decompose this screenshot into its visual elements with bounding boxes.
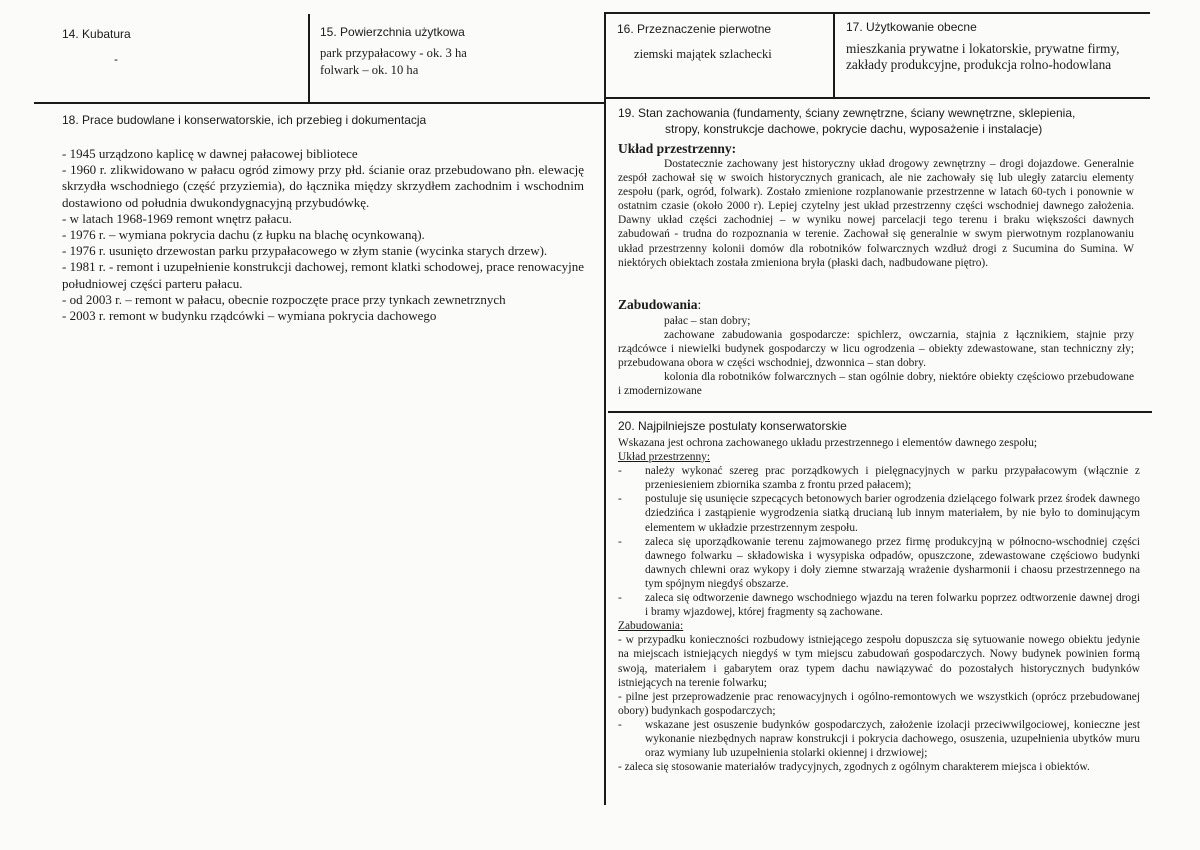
box20-intro: Wskazana jest ochrona zachowanego układu przestrzennego i elementów dawnego zespołu; xyxy=(618,437,1038,449)
box17-title: 17. Użytkowanie obecne xyxy=(846,20,977,34)
box20-buildings-item: - w przypadku konieczności rozbudowy istniejącego zespołu dopuszcza się sytuowanie nowego obiektu jedynie na miejscach istniejących niegdyś w tym miejscu zabudowań gospodarczych. Nowy budynek powinien formą swoją, materiałem i gabarytem oraz typem dachu nawiązywać do pozostałych historycznych budynków istniejących na terenie folwarku; xyxy=(618,634,1140,689)
box16-value: ziemski majątek szlachecki xyxy=(634,47,772,61)
box20-layout-item: - postuluje się usunięcie szpecących betonowych barier ogrodzenia dzielącego folwark przez środek dawnego dziedzińca i zastąpienie wygrodzenia siatką drucianą lub innym materiałem, by nie było to dominującym elementem w układzie przestrzennym zespołu. xyxy=(618,493,1140,534)
box19-title-line1: 19. Stan zachowania (fundamenty, ściany zewnętrzne, ściany wewnętrzne, sklepienia, xyxy=(618,106,1076,120)
box20-layout-item: - zaleca się uporządkowanie terenu zajmowanego przez firmę produkcyjną w północno-wschodniej części dawnego folwarku – składowiska i wysypiska odpadów, opuszczone, zdewastowane częściowo budynki dawnych chlewni oraz wykopy i doły ziemne stwarzają wrażenie dysharmonii i chaosu przestrzennego na tym spójnym niegdyś obszarze. xyxy=(618,535,1140,590)
box18-item: - 1960 r. zlikwidowano w pałacu ogród zimowy przy płd. ścianie oraz przebudowano płn. elewację skrzydła wschodniego (część przyziemia), do łącznika między skrzydłem zachodnim i wschodnim dostawiono od południa dwukondygnacyjną przybudówkę. xyxy=(62,162,584,210)
box20-layout-item: - należy wykonać szereg prac porządkowych i pielęgnacyjnych w parku przypałacowym (włącznie z przeniesieniem zbiornika szamba z frontu przed pałacem); xyxy=(618,465,1140,492)
box18-item: - w latach 1968-1969 remont wnętrz pałacu. xyxy=(62,210,292,226)
box19-farm: zachowane zabudowania gospodarcze: spichlerz, owczarnia, stajnia z łącznikiem, stajnie przy rządcówce i niewielki budynek gospodarczy w licu ogrodzenia – obiekty zdewastowane, stan techniczny zły; przebudowana obora w części wschodniej, dzwonnica – stan dobry. xyxy=(618,329,1134,370)
box15-line-folwark: folwark – ok. 10 ha xyxy=(320,63,419,77)
divider-19-20 xyxy=(608,411,1152,413)
box18-item: - 2003 r. remont w budynku rządcówki – wymiana pokrycia dachowego xyxy=(62,308,437,324)
box18-list xyxy=(62,146,584,324)
row-divider-right xyxy=(604,97,1150,99)
box20-buildings-item: - zaleca się stosowanie materiałów tradycyjnych, zgodnych z ogólnym charakterem miejsca i obiektów. xyxy=(618,761,1090,774)
box20-body xyxy=(618,436,1140,774)
row-divider-left xyxy=(34,102,604,104)
box19-colony: kolonia dla robotników folwarcznych – stan ogólnie dobry, niektóre obiekty częściowo przebudowane i zmodernizowane xyxy=(618,371,1134,398)
vertical-divider-main xyxy=(604,12,606,805)
box19-title-line2: stropy, konstrukcje dachowe, pokrycie dachu, wyposażenie i instalacje) xyxy=(665,122,1043,136)
box19-buildings-heading: Zabudowania: xyxy=(618,297,702,312)
vertical-divider-14-15 xyxy=(308,14,310,102)
box14-title: 14. Kubatura xyxy=(62,27,131,41)
box20-buildings-item: - pilne jest przeprowadzenie prac renowacyjnych i ogólno-remontowych we wszystkich (oprócz przebudowanej obory) budynkach gospodarczych; xyxy=(618,690,1140,717)
box20-layout-item: - zaleca się odtworzenie dawnego wschodniego wjazdu na teren folwarku poprzez odtworzenie dawnej drogi i bramy wjazdowej, której fragmenty są zachowane. xyxy=(618,592,1140,619)
box20-buildings-heading: Zabudowania: xyxy=(618,620,684,633)
box20-layout-heading: Układ przestrzenny: xyxy=(618,451,711,464)
box14-value: - xyxy=(114,52,118,66)
vertical-divider-16-17 xyxy=(833,12,835,97)
box18-item: - 1976 r. – wymiana pokrycia dachu (z łupku na blachę ocynkowaną). xyxy=(62,227,425,243)
box18-item: - 1976 r. usunięto drzewostan parku przypałacowego w złym stanie (wycinka starych drzew). xyxy=(62,243,548,259)
box18-item: - 1981 r. - remont i uzupełnienie konstrukcji dachowej, remont klatki schodowej, prace renowacyjne południowej części parteru pałacu. xyxy=(62,259,584,291)
box18-item: - 1945 urządzono kaplicę w dawnej pałacowej bibliotece xyxy=(62,146,358,161)
box19-buildings-text xyxy=(618,314,1134,399)
box19-layout-heading: Układ przestrzenny: xyxy=(618,141,737,156)
top-rule xyxy=(604,12,1150,14)
box20-buildings-item: - wskazane jest osuszenie budynków gospodarczych, założenie izolacji przeciwwilgociowej, konieczne jest wykonanie niezbędnych napraw konstrukcji i pokrycia dachowego, osuszenia, uzupełnienia ubytków muru oraz wymiany lub uzupełnienia stolarki okiennej i drzwiowej; xyxy=(618,718,1140,760)
box15-line-park: park przypałacowy - ok. 3 ha xyxy=(320,46,467,60)
box19-palace: pałac – stan dobry; xyxy=(664,315,751,327)
box16-title: 16. Przeznaczenie pierwotne xyxy=(617,22,772,36)
box20-title: 20. Najpilniejsze postulaty konserwatorskie xyxy=(618,419,847,433)
box17-value: mieszkania prywatne i lokatorskie, prywatne firmy, zakłady produkcyjne, produkcja rolno-hodowlana xyxy=(846,41,1120,72)
box19-layout-text: Dostatecznie zachowany jest historyczny układ drogowy zewnętrzny – drogi dojazdowe. Generalnie zespół zachował się w swoich historycznych granicach, ale nie zachowały się lub uległy zatarciu elementy zespołu (park, ogród, folwark). Zostało zmienione rozplanowanie przestrzenne w latach 60-tych i ponownie w ostatnim czasie (około 2000 r). Lepiej czytelny jest układ przestrzenny części wschodniej dawnego założenia. Dawny układ części zachodniej – w wyniku nowej parcelacji tego terenu i braku większości dawnych zabudowań - trudna do rozpoznania w terenie. Zachował się generalnie w swym pierwotnym rozplanowaniu układ przestrzenny kolonii domów dla robotników folwarcznych wzdłuż drogi z Sucumina do Sumina. W niektórych obiektach została zmieniona bryła (płaski dach, nadbudowane piętro). xyxy=(618,158,1134,269)
box18-item: - od 2003 r. – remont w pałacu, obecnie rozpoczęte prace przy tynkach zewnetrznych xyxy=(62,291,506,307)
box15-title: 15. Powierzchnia użytkowa xyxy=(320,25,465,39)
box18-title: 18. Prace budowlane i konserwatorskie, ich przebieg i dokumentacja xyxy=(62,113,427,127)
